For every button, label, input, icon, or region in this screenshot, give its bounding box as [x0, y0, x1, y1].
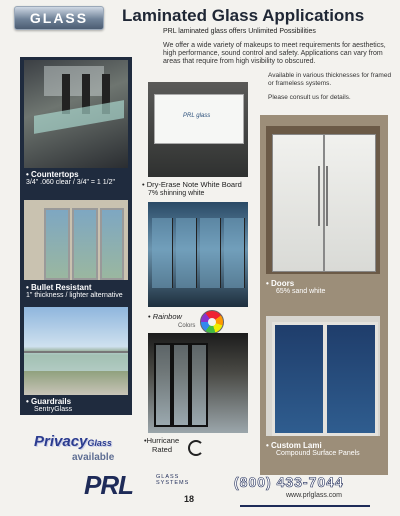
page-number: 18: [184, 494, 195, 504]
rainbow-detail: Colors: [178, 323, 196, 329]
color-wheel-icon: [200, 310, 224, 334]
doors-caption: • Doors 65% sand white: [266, 279, 326, 295]
phone-number: (800) 433-7044: [234, 474, 344, 490]
whiteboard-name: Dry-Erase Note White Board: [146, 180, 242, 189]
footer-divider: [240, 505, 370, 507]
page-title: Laminated Glass Applications: [122, 6, 365, 25]
custom-detail: Compound Surface Panels: [276, 450, 360, 457]
hurricane-name: Hurricane: [146, 436, 180, 445]
hurricane-detail: Rated: [152, 445, 173, 454]
countertops-detail: 3/4" .060 clear / 3/4" = 1 1/2": [26, 179, 115, 186]
custom-caption: • Custom Lami Compound Surface Panels: [266, 441, 360, 457]
logo-sub-glass: GLASS: [156, 474, 180, 480]
guardrails-photo: [24, 307, 128, 395]
hurricane-caption: •Hurricane Rated: [144, 436, 180, 454]
subtitle: PRL laminated glass offers Unlimited Possibilities: [163, 28, 316, 35]
custom-lami-photo: [266, 316, 380, 436]
rainbow-name: Rainbow: [152, 312, 182, 321]
countertops-name: Countertops: [31, 170, 79, 179]
countertop-photo: [24, 60, 128, 168]
doors-photo: [266, 126, 380, 274]
custom-name: Custom Lami: [271, 441, 322, 450]
bullet-name: Bullet Resistant: [31, 283, 92, 292]
glass-tab: GLASS: [14, 6, 104, 30]
privacy-glass-word: Glass: [87, 438, 112, 448]
bullet-caption: • Bullet Resistant 1" thickness / lighter alternative: [26, 283, 123, 299]
privacy-word: Privacy: [34, 433, 88, 450]
rainbow-caption: • Rainbow Colors: [148, 312, 196, 329]
logo-sub-systems: SYSTEMS: [156, 480, 190, 486]
countertops-caption: • Countertops 3/4" .060 clear / 3/4" = 1 1/2": [26, 170, 115, 186]
whiteboard-photo: PRL glass: [148, 82, 248, 177]
privacy-available: available: [72, 452, 115, 463]
hurricane-icon: [188, 440, 204, 456]
website-link[interactable]: www.prlglass.com: [286, 492, 343, 499]
guardrails-caption: • Guardrails SentryGlass: [26, 397, 73, 413]
availability-text: Available in various thicknesses for framed or frameless systems.: [268, 72, 392, 87]
intro-text: We offer a wide variety of makeups to meet requirements for aesthetics, high performance, sound control and safety. Applications can vary from areas that require from high visibility to obscured.: [163, 42, 386, 65]
guardrails-name: Guardrails: [31, 397, 72, 406]
prl-logo-sub: [156, 474, 189, 486]
doors-name: Doors: [271, 279, 295, 288]
whiteboard-caption: • Dry-Erase Note White Board 7% shinning white: [142, 180, 242, 197]
bullet-detail: 1" thickness / lighter alternative: [26, 292, 123, 299]
prl-logo: PRL: [84, 470, 133, 500]
storefront-photo: [148, 202, 248, 307]
whiteboard-detail: 7% shinning white: [148, 190, 205, 197]
bullet-resistant-photo: [24, 200, 128, 280]
consult-text: Please consult us for details.: [268, 94, 351, 101]
doors-detail: 65% sand white: [276, 288, 326, 295]
guardrails-detail: SentryGlass: [34, 406, 73, 413]
privacy-label: [34, 433, 112, 450]
hurricane-photo: [148, 333, 248, 433]
